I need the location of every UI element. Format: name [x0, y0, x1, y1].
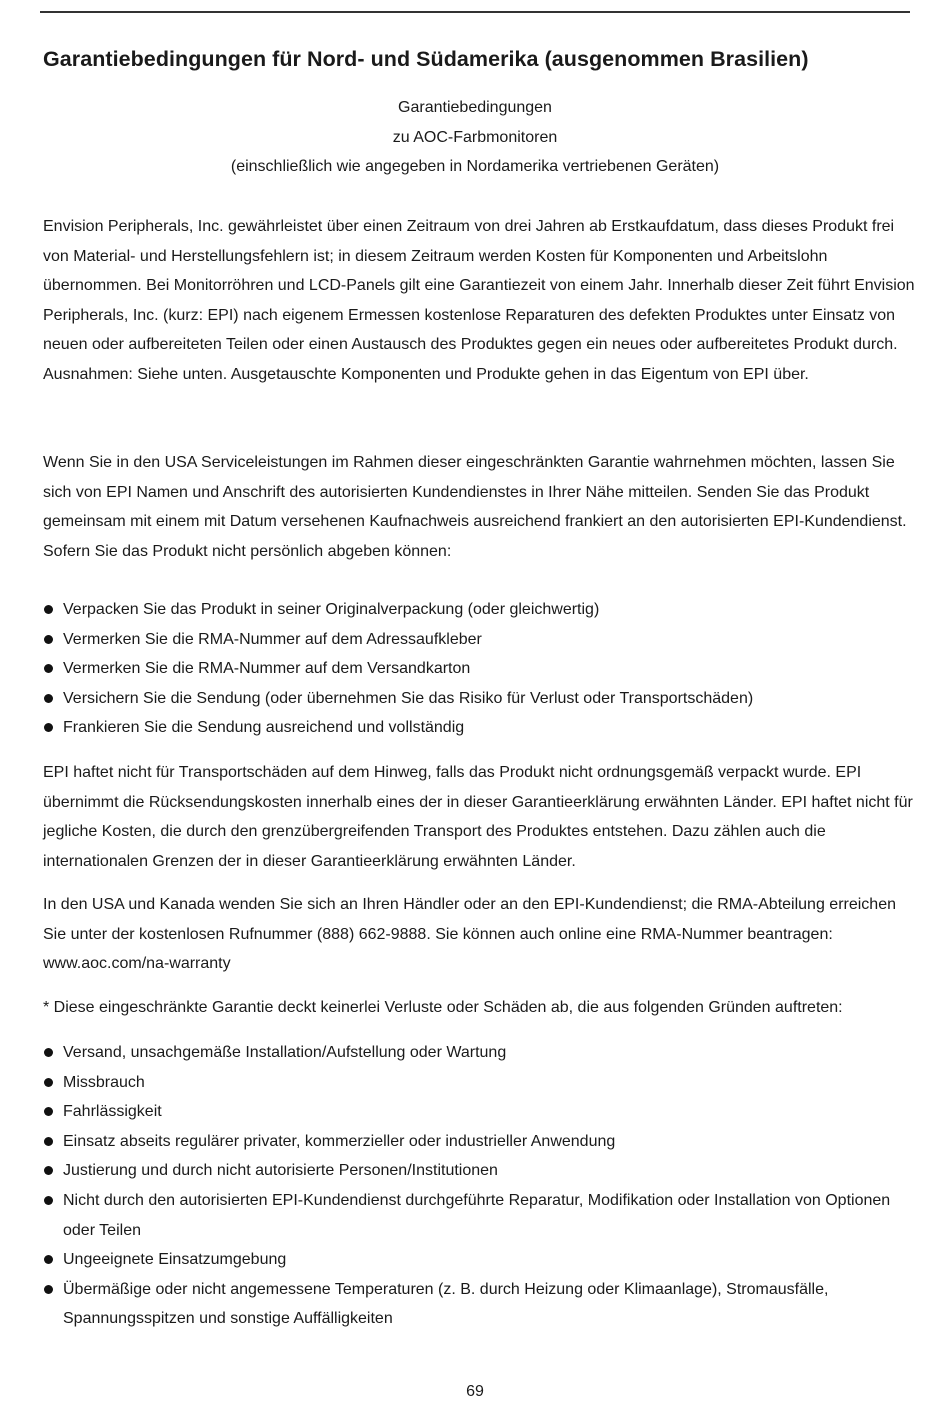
list-item: Versichern Sie die Sendung (oder übernehmen Sie das Risiko für Verlust oder Transportschäden) — [43, 684, 915, 714]
list-item: Ungeeignete Einsatzumgebung — [43, 1245, 915, 1275]
page-title: Garantiebedingungen für Nord- und Südamerika (ausgenommen Brasilien) — [43, 47, 809, 71]
subtitle-line-3: (einschließlich wie angegeben in Nordamerika vertriebenen Geräten) — [230, 158, 720, 175]
list-item: Justierung und durch nicht autorisierte Personen/Institutionen — [43, 1156, 915, 1186]
subtitle-line-2: zu AOC-Farbmonitoren — [392, 129, 558, 146]
paragraph-service-usa: Wenn Sie in den USA Serviceleistungen im Rahmen dieser eingeschränkten Garantie wahrnehmen möchten, lassen Sie sich von EPI Namen und Anschrift des autorisierten Kundendienstes in Ihrer Nähe mitteilen. Senden Sie das Produkt gemeinsam mit einem mit Datum versehenen Kaufnachweis ausreichend frankiert an den autorisierten EPI-Kundendienst. Sofern Sie das Produkt nicht persönlich abgeben können: — [43, 454, 907, 560]
list-item: Einsatz abseits regulärer privater, kommerzieller oder industrieller Anwendung — [43, 1127, 915, 1157]
list-item: Vermerken Sie die RMA-Nummer auf dem Versandkarton — [43, 654, 915, 684]
shipping-steps-list — [43, 595, 915, 743]
list-item: Verpacken Sie das Produkt in seiner Originalverpackung (oder gleichwertig) — [43, 595, 915, 625]
list-item: Nicht durch den autorisierten EPI-Kundendienst durchgeführte Reparatur, Modifikation oder Installation von Optionen oder Teilen — [43, 1186, 915, 1245]
header-rule — [40, 11, 910, 13]
exclusions-list — [43, 1038, 915, 1334]
list-item: Vermerken Sie die RMA-Nummer auf dem Adressaufkleber — [43, 625, 915, 655]
paragraph-liability: EPI haftet nicht für Transportschäden auf dem Hinweg, falls das Produkt nicht ordnungsgemäß verpackt wurde. EPI übernimmt die Rücksendungskosten innerhalb eines der in dieser Garantieerklärung erwähnten Länder. EPI haftet nicht für jegliche Kosten, die durch den grenzübergreifenden Transport des Produktes entstehen. Dazu zählen auch die internationalen Grenzen der in dieser Garantieerklärung erwähnten Länder. — [43, 764, 913, 870]
page-number: 69 — [466, 1383, 484, 1400]
paragraph-warranty-scope: Envision Peripherals, Inc. gewährleistet über einen Zeitraum von drei Jahren ab Erstkaufdatum, dass dieses Produkt frei von Material- und Herstellungsfehlern ist; in diesem Zeitraum werden Kosten für Komponenten und Arbeitslohn übernommen. Bei Monitorröhren und LCD-Panels gilt eine Garantiezeit von einem Jahr. Innerhalb dieser Zeit führt Envision Peripherals, Inc. (kurz: EPI) nach eigenem Ermessen kostenlose Reparaturen des defekten Produktes unter Einsatz von neuen oder aufbereiteten Teilen oder einen Austausch des Produktes gegen ein neues oder aufbereitetes Produkt durch. Ausnahmen: Siehe unten. Ausgetauschte Komponenten und Produkte gehen in das Eigentum von EPI über. — [43, 218, 915, 383]
list-item: Versand, unsachgemäße Installation/Aufstellung oder Wartung — [43, 1038, 915, 1068]
paragraph-contact: In den USA und Kanada wenden Sie sich an Ihren Händler oder an den EPI-Kundendienst; die RMA-Abteilung erreichen Sie unter der kostenlosen Rufnummer (888) 662-9888. Sie können auch online eine RMA-Nummer beantragen: www.aoc.com/na-warranty — [43, 896, 896, 973]
list-item: Missbrauch — [43, 1068, 915, 1098]
list-item: Fahrlässigkeit — [43, 1097, 915, 1127]
subtitle-line-1: Garantiebedingungen — [398, 99, 552, 116]
list-item: Frankieren Sie die Sendung ausreichend und vollständig — [43, 713, 915, 743]
paragraph-exclusions-intro: * Diese eingeschränkte Garantie deckt keinerlei Verluste oder Schäden ab, die aus folgenden Gründen auftreten: — [43, 999, 843, 1016]
list-item: Übermäßige oder nicht angemessene Temperaturen (z. B. durch Heizung oder Klimaanlage), Stromausfälle, Spannungsspitzen und sonstige Auffälligkeiten — [43, 1275, 915, 1334]
